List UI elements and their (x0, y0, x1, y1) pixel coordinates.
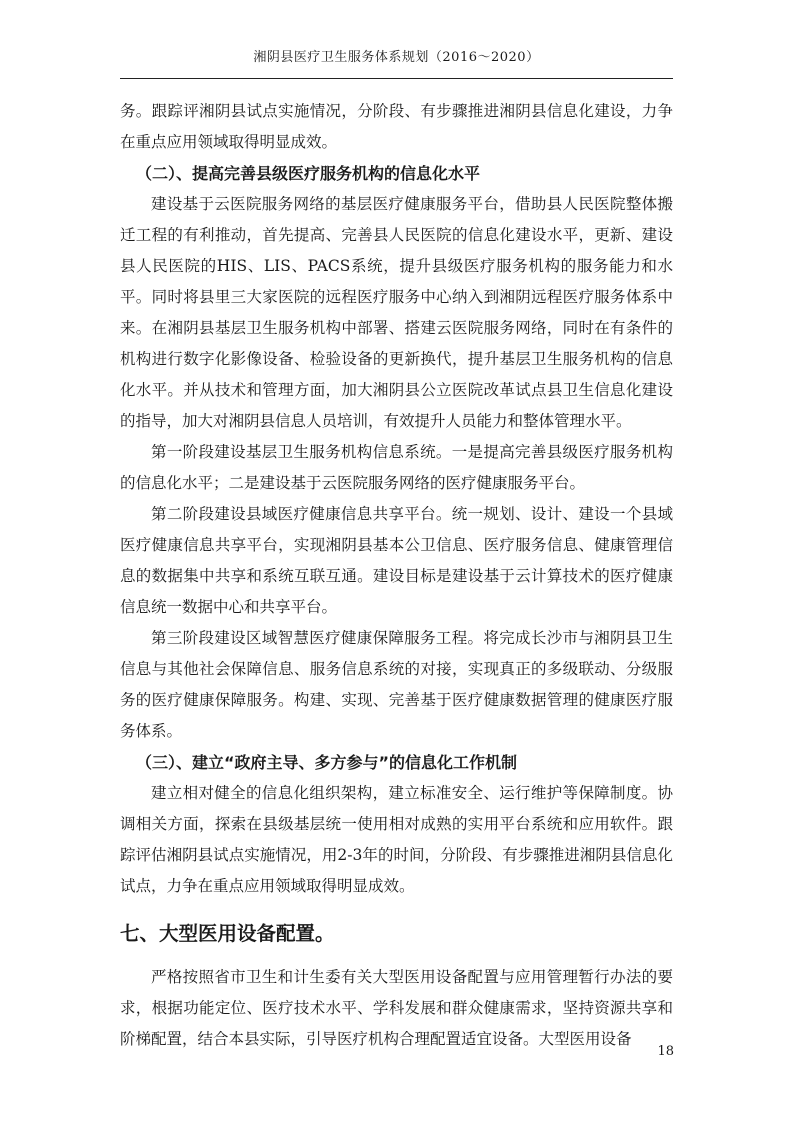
page-number: 18 (657, 1044, 674, 1059)
header-divider (120, 78, 673, 79)
section-2-paragraph-2: 第一阶段建设基层卫生服务机构信息系统。一是提高完善县级医疗服务机构的信息化水平；二是建设基于云医院服务网络的医疗健康服务平台。 (120, 443, 673, 492)
section-2-paragraph-1: 建设基于云医院服务网络的基层医疗健康服务平台，借助县人民医院整体搬迁工程的有利推动，首先提高、完善县人民医院的信息化建设水平，更新、建设县人民医院的HIS、LIS、PACS系统，提升县级医疗服务机构的服务能力和水平。同时将县里三大家医院的远程医疗服务中心纳入到湘阴远程医疗服务体系中来。在湘阴县基层卫生服务机构中部署、搭建云医院服务网络，同时在有条件的机构进行数字化影像设备、检验设备的更新换代，提升基层卫生服务机构的信息化水平。并从技术和管理方面，加大湘阴县公立医院改革试点县卫生信息化建设的指导，加大对湘阴县信息人员培训，有效提升人员能力和整体管理水平。 (120, 195, 673, 430)
section-2-heading: （二）、提高完善县级医疗服务机构的信息化水平 (136, 164, 481, 183)
section-2-paragraph-4: 第三阶段建设区域智慧医疗健康保障服务工程。将完成长沙市与湘阴县卫生信息与其他社会保障信息、服务信息系统的对接，实现真正的多级联动、分级服务的医疗健康保障服务。构建、实现、完善基于医疗健康数据管理的健康医疗服务体系。 (120, 629, 673, 740)
chapter-7-paragraph-1: 严格按照省市卫生和计生委有关大型医用设备配置与应用管理暂行办法的要求，根据功能定位、医疗技术水平、学科发展和群众健康需求，坚持资源共享和阶梯配置，结合本县实际，引导医疗机构合理配置适宜设备。大型医用设备 (120, 968, 673, 1048)
page-header-title: 湘阴县医疗卫生服务体系规划（2016～2020） (253, 50, 540, 65)
section-2-paragraph-3: 第二阶段建设县域医疗健康信息共享平台。统一规划、设计、建设一个县域医疗健康信息共享平台，实现湘阴县基本公卫信息、医疗服务信息、健康管理信息的数据集中共享和系统互联互通。建设目标是建设基于云计算技术的医疗健康信息统一数据中心和共享平台。 (120, 505, 673, 616)
chapter-7-heading: 七、大型医用设备配置。 (120, 922, 335, 945)
section-3-heading: （三）、建立“政府主导、多方参与”的信息化工作机制 (136, 753, 518, 772)
paragraph-continued: 务。跟踪评湘阴县试点实施情况，分阶段、有步骤推进湘阴县信息化建设，力争在重点应用领域取得明显成效。 (120, 102, 673, 151)
section-3-paragraph-1: 建立相对健全的信息化组织架构，建立标准安全、运行维护等保障制度。协调相关方面，探索在县级基层统一使用相对成熟的实用平台系统和应用软件。跟踪评估湘阴县试点实施情况，用2-3年的时间，分阶段、有步骤推进湘阴县信息化试点，力争在重点应用领域取得明显成效。 (120, 784, 673, 895)
document-body (120, 96, 673, 1055)
